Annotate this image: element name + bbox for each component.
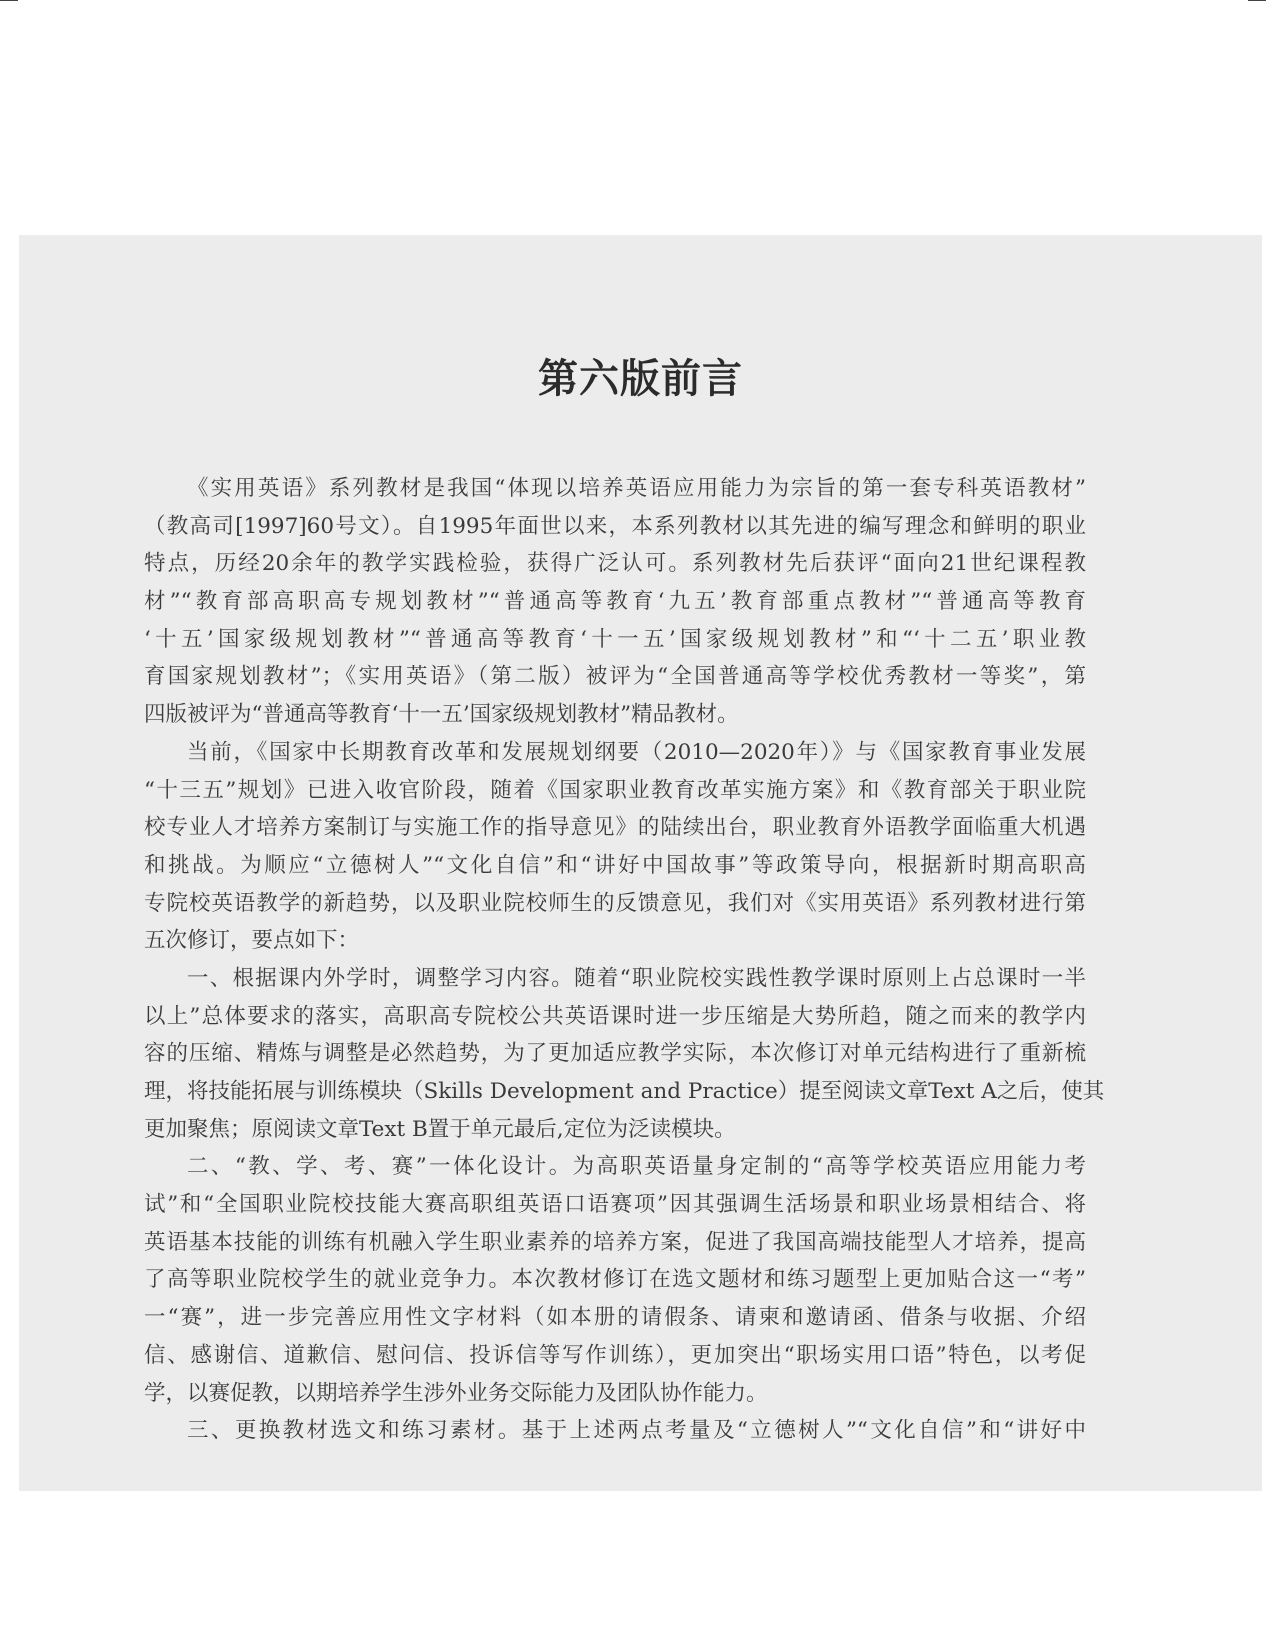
page-panel (19, 235, 1262, 1491)
text-line: 当前，《国家中长期教育改革和发展规划纲要（2010—2020年）》与《国家教育事业发展 (187, 739, 1086, 765)
text-line: 以上”总体要求的落实，高职高专院校公共英语课时进一步压缩是大势所趋，随之而来的教学内 (144, 1003, 1086, 1029)
text-line: 试”和“全国职业院校技能大赛高职组英语口语赛项”因其强调生活场景和职业场景相结合、将 (144, 1192, 1086, 1218)
text-line: ‘十五’国家级规划教材”“普通高等教育‘十一五’国家级规划教材”和“‘十二五’职业教 (144, 626, 1086, 652)
text-line: 学，以赛促教，以期培养学生涉外业务交际能力及团队协作能力。 (144, 1380, 768, 1406)
text-line: 校专业人才培养方案制订与实施工作的指导意见》的陆续出台，职业教育外语教学面临重大机遇 (144, 815, 1086, 841)
text-line: 《实用英语》系列教材是我国“体现以培养英语应用能力为宗旨的第一套专科英语教材” (187, 476, 1086, 501)
page-title: 第六版前言 (538, 356, 743, 402)
text-line: 理，将技能拓展与训练模块（Skills Development and Practice）提至阅读文章Text A之后，使其 (144, 1079, 1105, 1104)
body-text (144, 470, 1105, 1450)
text-line: 二、“教、学、考、赛”一体化设计。为高职英语量身定制的“高等学校英语应用能力考 (187, 1154, 1086, 1180)
text-line: 四版被评为“普通高等教育‘十一五’国家级规划教材”精品教材。 (144, 702, 739, 728)
text-line: 专院校英语教学的新趋势，以及职业院校师生的反馈意见，我们对《实用英语》系列教材进行第 (144, 890, 1086, 916)
text-line: 和挑战。为顺应“立德树人”“文化自信”和“讲好中国故事”等政策导向，根据新时期高职高 (144, 852, 1086, 878)
text-line: （教高司[1997]60号文）。自1995年面世以来，本系列教材以其先进的编写理念和鲜明的职业 (144, 513, 1086, 539)
text-line: 了高等职业院校学生的就业竞争力。本次教材修订在选文题材和练习题型上更加贴合这一“考” (144, 1267, 1086, 1293)
text-line: 材”“教育部高职高专规划教材”“普通高等教育‘九五’教育部重点教材”“普通高等教育 (144, 589, 1086, 615)
text-line: 育国家规划教材”；《实用英语》（第二版）被评为“全国普通高等学校优秀教材一等奖”，第 (144, 664, 1086, 690)
text-line: 更加聚焦；原阅读文章Text B置于单元最后,定位为泛读模块。 (144, 1116, 736, 1142)
text-line: 信、感谢信、道歉信、慰问信、投诉信等写作训练），更加突出“职场实用口语”特色，以考促 (144, 1342, 1086, 1368)
text-line: “十三五”规划》已进入收官阶段，随着《国家职业教育改革实施方案》和《教育部关于职业院 (144, 777, 1086, 803)
text-line: 英语基本技能的训练有机融入学生职业素养的培养方案，促进了我国高端技能型人才培养，提高 (144, 1229, 1086, 1255)
crop-mark-left (0, 0, 18, 1)
text-line: 容的压缩、精炼与调整是必然趋势，为了更加适应教学实际，本次修订对单元结构进行了重新梳 (144, 1041, 1086, 1067)
text-line: 三、更换教材选文和练习素材。基于上述两点考量及“立德树人”“文化自信”和“讲好中 (187, 1418, 1086, 1444)
text-line: 特点，历经20余年的教学实践检验，获得广泛认可。系列教材先后获评“面向21世纪课程教 (144, 551, 1086, 577)
text-line: 一、根据课内外学时，调整学习内容。随着“职业院校实践性教学课时原则上占总课时一半 (187, 965, 1086, 991)
text-line: 一“赛”，进一步完善应用性文字材料（如本册的请假条、请柬和邀请函、借条与收据、介绍 (144, 1305, 1086, 1331)
crop-mark-right (1248, 0, 1266, 1)
text-line: 五次修订，要点如下： (144, 928, 360, 954)
